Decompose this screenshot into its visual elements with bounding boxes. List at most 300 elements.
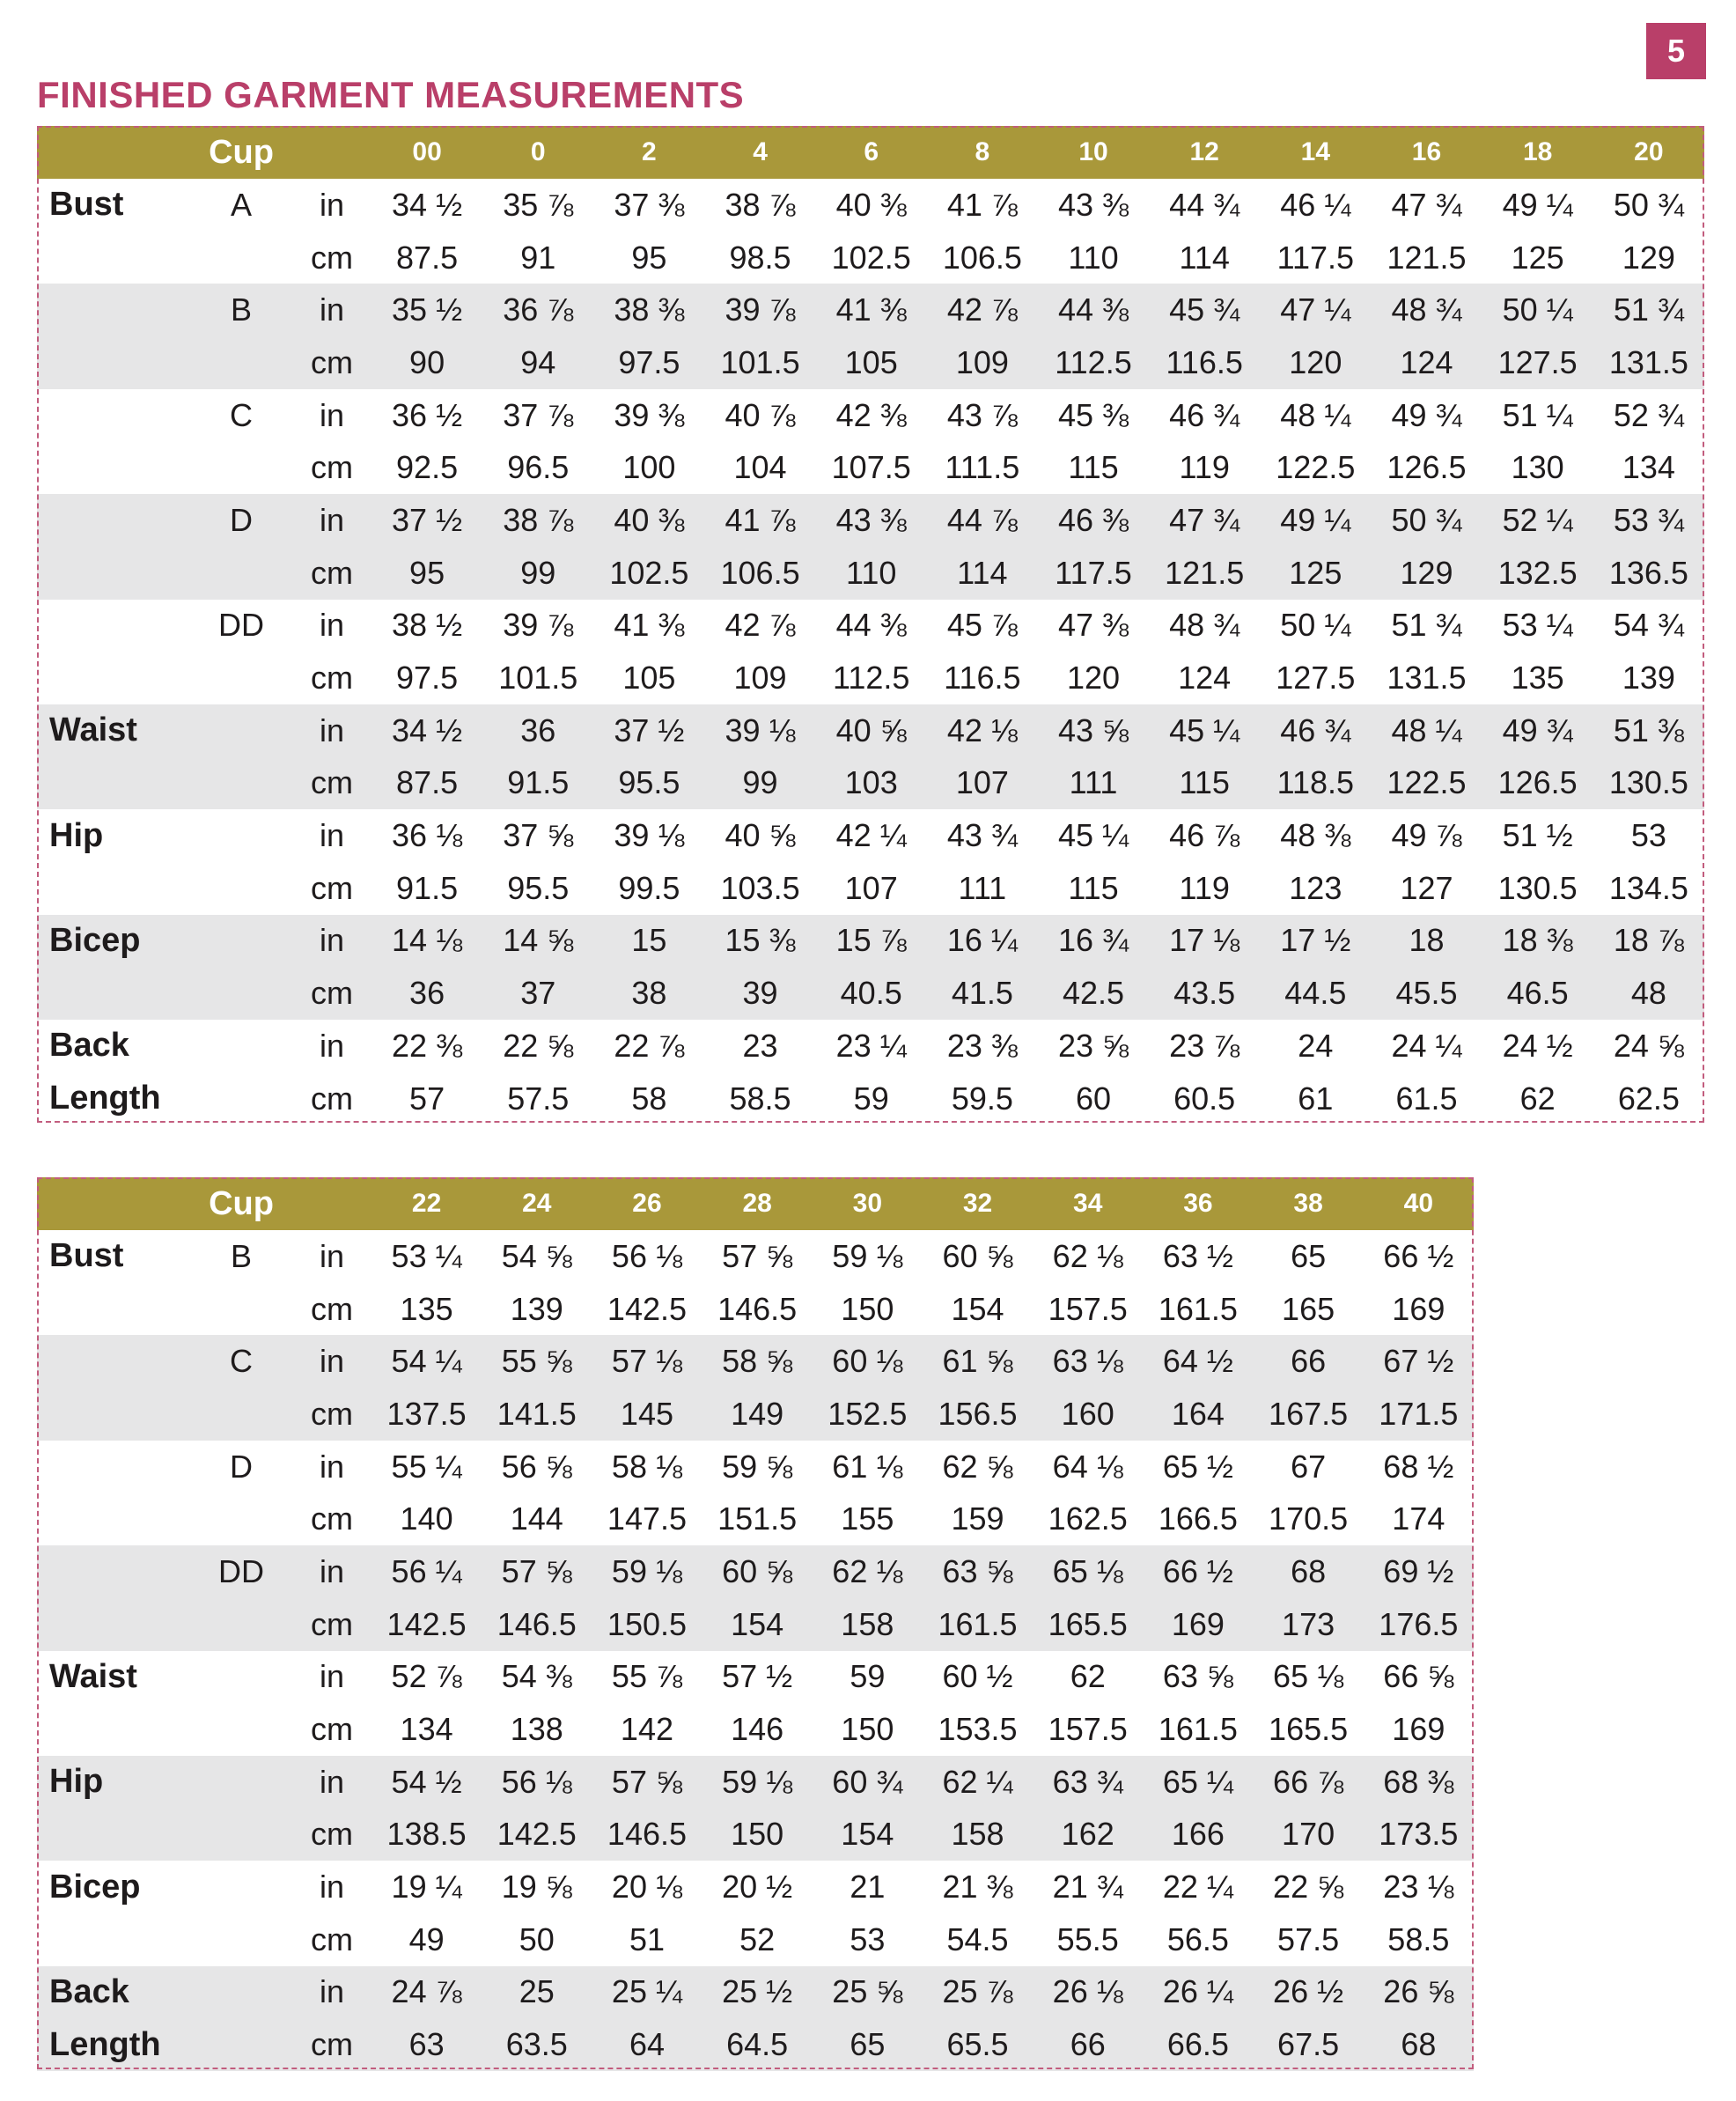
measurement-label [37,967,190,1020]
unit-label: cm [311,1920,353,1957]
size-header: 14 [1300,137,1331,166]
value-cell: 26 ⅛ [1052,1973,1123,2010]
value-cell: 154 [731,1605,784,1642]
value-cell: 45 ¼ [1057,817,1129,854]
value-cell: 37 ½ [614,711,685,748]
cup-label [190,862,292,915]
value-cell: 68 ½ [1383,1448,1454,1485]
value-cell: 42 ⅜ [835,396,907,433]
value-cell: 176.5 [1379,1605,1459,1642]
value-cell: 37 ⅞ [503,396,574,433]
value-cell: 62 [1519,1080,1556,1117]
value-cell: 158 [841,1605,894,1642]
value-cell: 50 ¼ [1280,607,1351,644]
value-cell: 142.5 [497,1816,577,1853]
value-cell: 103.5 [720,869,800,906]
value-cell: 49 ¾ [1502,711,1573,748]
page-title: FINISHED GARMENT MEASUREMENTS [37,74,745,115]
table-row [37,967,1704,1020]
value-cell: 54 ⅜ [501,1658,572,1695]
value-cell: 165.5 [1269,1711,1349,1748]
value-cell: 138.5 [386,1816,467,1853]
value-cell: 135 [400,1290,453,1327]
value-cell: 38 ⅜ [614,291,685,328]
table-row [37,1283,1474,1336]
unit-label: cm [311,239,353,276]
table-row [37,1598,1474,1651]
size-header: 16 [1411,137,1442,166]
value-cell: 110 [1068,239,1119,276]
value-cell: 56 ⅝ [501,1448,572,1485]
measurements-table-sizes-00-20 [37,126,1704,1123]
value-cell: 130.5 [1497,869,1578,906]
value-cell: 23 ¼ [835,1027,907,1064]
value-cell: 46 ⅞ [1169,817,1240,854]
value-cell: 146 [731,1711,784,1748]
value-cell: 57 ⅝ [611,1763,682,1800]
value-cell: 68 [1291,1552,1327,1589]
table-row [37,389,1704,442]
table-row [37,1861,1474,1913]
cup-label [190,1020,292,1073]
value-cell: 114 [1179,239,1230,276]
value-cell: 57 ½ [722,1658,793,1695]
value-cell: 142.5 [607,1290,688,1327]
value-cell: 46 ¾ [1280,711,1351,748]
size-header: 18 [1522,137,1553,166]
cup-header: Cup [209,133,274,171]
table-row [37,704,1704,757]
value-cell: 60 ½ [942,1658,1013,1695]
value-cell: 144 [510,1500,563,1537]
value-cell: 60 ⅛ [832,1343,903,1380]
measurement-label [37,862,190,915]
value-cell: 174 [1392,1500,1445,1537]
value-cell: 111 [958,869,1007,906]
value-cell: 51 ¾ [1391,607,1462,644]
value-cell: 141.5 [497,1395,577,1432]
value-cell: 49 ⅞ [1391,817,1462,854]
value-cell: 92.5 [396,449,459,486]
cup-label [190,1756,292,1809]
measurement-label [37,232,190,284]
value-cell: 22 ⅝ [503,1027,574,1064]
value-cell: 57 ⅛ [611,1343,682,1380]
value-cell: 36 ⅞ [503,291,574,328]
value-cell: 59.5 [951,1080,1013,1117]
value-cell: 41 ⅜ [835,291,907,328]
table2 [37,1177,1474,2071]
unit-label: in [319,501,345,538]
unit-label: in [319,1343,345,1380]
value-cell: 35 ⅞ [503,186,574,223]
measurement-label: Bust [49,1237,124,1275]
value-cell: 40 ⅝ [835,711,907,748]
value-cell: 64.5 [726,2026,789,2063]
size-header: 32 [962,1189,993,1218]
value-cell: 63 ½ [1162,1237,1233,1274]
unit-label: in [319,1973,345,2010]
value-cell: 95.5 [507,869,570,906]
unit-label: in [319,1763,345,1800]
value-cell: 106.5 [720,554,800,591]
value-cell: 110 [846,554,897,591]
value-cell: 52 [739,1920,776,1957]
value-cell: 165.5 [1048,1605,1128,1642]
cup-label [190,1073,292,1125]
size-header: 38 [1293,1189,1323,1218]
unit-label: cm [311,1290,353,1327]
value-cell: 61 ⅝ [942,1343,1013,1380]
value-cell: 36 ½ [392,396,463,433]
unit-label: cm [311,1816,353,1853]
value-cell: 106.5 [942,239,1022,276]
value-cell: 59 ⅛ [722,1763,793,1800]
value-cell: 102.5 [609,554,689,591]
value-cell: 43 ⅜ [1057,186,1129,223]
value-cell: 162.5 [1048,1500,1128,1537]
value-cell: 111.5 [945,449,1020,486]
value-cell: 159 [951,1500,1004,1537]
measurement-label: Bicep [49,921,141,959]
measurement-label [37,494,190,547]
size-header: 36 [1183,1189,1213,1218]
value-cell: 170.5 [1269,1500,1349,1537]
value-cell: 130.5 [1608,764,1688,801]
value-cell: 149 [731,1395,784,1432]
value-cell: 52 ⅞ [391,1658,462,1695]
value-cell: 166 [1171,1816,1225,1853]
value-cell: 23 ⅜ [946,1027,1018,1064]
value-cell: 48 [1630,975,1666,1012]
value-cell: 166.5 [1158,1500,1238,1537]
value-cell: 134 [400,1711,453,1748]
size-header: 0 [530,137,546,166]
value-cell: 158 [951,1816,1004,1853]
value-cell: 169 [1171,1605,1225,1642]
cup-label [190,336,292,389]
unit-label: cm [311,1711,353,1748]
measurement-label: Hip [49,1763,104,1801]
value-cell: 21 [850,1869,886,1906]
value-cell: 56 ⅛ [501,1763,572,1800]
value-cell: 116.5 [944,660,1021,697]
unit-label: in [319,291,345,328]
value-cell: 125 [1511,239,1564,276]
value-cell: 24 [1298,1027,1334,1064]
value-cell: 50 [519,1920,555,1957]
measurement-label [37,600,190,652]
value-cell: 65 ½ [1162,1448,1233,1485]
value-cell: 146.5 [607,1816,688,1853]
value-cell: 95 [409,554,445,591]
value-cell: 121.5 [1387,239,1467,276]
value-cell: 64 [629,2026,665,2063]
value-cell: 42 ⅛ [946,711,1018,748]
value-cell: 68 ⅜ [1383,1763,1454,1800]
value-cell: 131.5 [1387,660,1467,697]
value-cell: 165 [1282,1290,1335,1327]
value-cell: 109 [733,660,787,697]
value-cell: 43 ¾ [946,817,1018,854]
value-cell: 65 [850,2026,886,2063]
cup-label [190,1809,292,1861]
value-cell: 145 [620,1395,673,1432]
value-cell: 55.5 [1056,1920,1119,1957]
measurement-label: Length [49,1080,161,1117]
value-cell: 46 ¼ [1280,186,1351,223]
value-cell: 137.5 [386,1395,467,1432]
value-cell: 47 ¾ [1391,186,1462,223]
value-cell: 15 [631,922,667,959]
value-cell: 125 [1289,554,1342,591]
table-row [37,232,1704,284]
value-cell: 17 ½ [1280,922,1351,959]
cup-label [190,1283,292,1336]
value-cell: 162 [1061,1816,1114,1853]
size-header: 22 [411,1189,442,1218]
value-cell: 52 ¾ [1613,396,1684,433]
unit-label: cm [311,2026,353,2063]
table-row [37,1493,1474,1545]
value-cell: 114 [957,554,1008,591]
value-cell: 56 ¼ [391,1552,462,1589]
value-cell: 62 ⅛ [1052,1237,1123,1274]
unit-label: in [319,1237,345,1274]
value-cell: 167.5 [1269,1395,1349,1432]
value-cell: 124 [1178,660,1232,697]
value-cell: 37 ⅝ [503,817,574,854]
value-cell: 34 ½ [392,711,463,748]
value-cell: 139 [1622,660,1675,697]
header-blank [37,1177,190,1230]
unit-label: in [319,1552,345,1589]
measurement-label [37,1441,190,1493]
value-cell: 36 [520,711,556,748]
value-cell: 15 ⅞ [835,922,907,959]
value-cell: 121.5 [1165,554,1245,591]
value-cell: 25 ⅞ [942,1973,1013,2010]
unit-label: cm [311,554,353,591]
value-cell: 48 ¼ [1391,711,1462,748]
table-row [37,1441,1474,1493]
value-cell: 38 ⅞ [503,501,574,538]
value-cell: 57 ⅝ [722,1237,793,1274]
unit-label: cm [311,1500,353,1537]
size-header: 30 [852,1189,883,1218]
value-cell: 122.5 [1387,764,1467,801]
cup-label [190,652,292,704]
value-cell: 43.5 [1173,975,1236,1012]
value-cell: 15 ⅜ [725,922,796,959]
value-cell: 54 ½ [391,1763,462,1800]
cup-label [190,1388,292,1441]
value-cell: 131.5 [1608,343,1688,380]
value-cell: 111 [1069,764,1118,801]
table-row [37,1966,1474,2019]
value-cell: 63 [408,2026,445,2063]
cup-label: B [230,291,252,328]
cup-label: C [230,396,253,433]
value-cell: 140 [400,1500,453,1537]
value-cell: 97.5 [396,660,459,697]
table-row [37,1703,1474,1756]
value-cell: 23 ⅛ [1383,1869,1454,1906]
value-cell: 19 ⅝ [501,1869,572,1906]
size-header: 12 [1189,137,1219,166]
measurement-label [37,652,190,704]
value-cell: 48 ¼ [1280,396,1351,433]
measurement-label [37,1913,190,1966]
value-cell: 21 ¾ [1052,1869,1123,1906]
value-cell: 47 ⅜ [1057,607,1129,644]
value-cell: 127.5 [1276,660,1356,697]
value-cell: 21 ⅜ [942,1869,1013,1906]
measurements-table-sizes-22-40 [37,1177,1474,2069]
value-cell: 136.5 [1608,554,1688,591]
value-cell: 53 [850,1920,886,1957]
header-blank [292,1177,371,1230]
value-cell: 100 [622,449,676,486]
cup-label [190,1913,292,1966]
value-cell: 56.5 [1166,1920,1229,1957]
value-cell: 26 ¼ [1162,1973,1233,2010]
value-cell: 45 ⅜ [1057,396,1129,433]
value-cell: 135 [1511,660,1564,697]
value-cell: 41.5 [951,975,1013,1012]
value-cell: 53 ¾ [1613,501,1684,538]
table-row [37,1020,1704,1073]
value-cell: 66 [1291,1343,1327,1380]
size-header: 6 [864,137,879,166]
unit-label: cm [311,975,353,1012]
value-cell: 147.5 [607,1500,688,1537]
value-cell: 117.5 [1276,239,1355,276]
value-cell: 120 [1289,343,1342,380]
value-cell: 38 [631,975,667,1012]
value-cell: 52 ¼ [1502,501,1573,538]
value-cell: 49 ¼ [1502,186,1573,223]
measurement-label [37,1809,190,1861]
size-header: 4 [753,137,768,166]
value-cell: 16 ¼ [946,922,1018,959]
value-cell: 44 ⅜ [1057,291,1129,328]
value-cell: 43 ⅜ [835,501,907,538]
value-cell: 58 ⅛ [611,1448,682,1485]
cup-label: B [230,1237,252,1274]
value-cell: 49 [408,1920,445,1957]
value-cell: 134.5 [1608,869,1688,906]
table-row [37,757,1704,810]
value-cell: 157.5 [1048,1290,1128,1327]
cup-label: D [230,1448,253,1485]
value-cell: 37 [520,975,556,1012]
value-cell: 107 [844,869,898,906]
value-cell: 150.5 [607,1605,688,1642]
value-cell: 66 ½ [1162,1552,1233,1589]
value-cell: 37 ⅜ [614,186,685,223]
value-cell: 127 [1400,869,1453,906]
value-cell: 25 [519,1973,555,2010]
value-cell: 139 [510,1290,563,1327]
value-cell: 56 ⅛ [611,1237,682,1274]
value-cell: 95 [631,239,667,276]
value-cell: 37 ½ [392,501,463,538]
unit-label: in [319,607,345,644]
value-cell: 115 [1068,869,1119,906]
cup-label [190,1703,292,1756]
value-cell: 61 [1298,1080,1334,1117]
value-cell: 63.5 [505,2026,568,2063]
header-blank [37,126,190,179]
value-cell: 146.5 [717,1290,798,1327]
value-cell: 62.5 [1617,1080,1680,1117]
cup-label: DD [218,1552,264,1589]
value-cell: 173 [1282,1605,1335,1642]
value-cell: 91.5 [396,869,459,906]
value-cell: 20 ⅛ [611,1869,682,1906]
value-cell: 64 ⅛ [1052,1448,1123,1485]
measurement-label [37,1703,190,1756]
value-cell: 41 ⅞ [725,501,796,538]
value-cell: 99 [742,764,778,801]
value-cell: 57.5 [507,1080,570,1117]
value-cell: 44 ⅜ [835,607,907,644]
value-cell: 62 [1070,1658,1106,1695]
value-cell: 161.5 [1158,1290,1238,1327]
value-cell: 96.5 [507,449,570,486]
value-cell: 39 ⅞ [503,607,574,644]
value-cell: 57 [409,1080,445,1117]
value-cell: 87.5 [396,239,459,276]
value-cell: 40.5 [840,975,902,1012]
value-cell: 59 ⅛ [611,1552,682,1589]
value-cell: 152.5 [828,1395,908,1432]
value-cell: 99 [520,554,556,591]
value-cell: 45 ⅞ [946,607,1018,644]
size-header: 20 [1634,137,1664,166]
value-cell: 14 ⅛ [392,922,463,959]
value-cell: 63 ⅝ [1162,1658,1233,1695]
value-cell: 20 ½ [722,1869,793,1906]
value-cell: 153.5 [938,1711,1018,1748]
value-cell: 118.5 [1276,764,1355,801]
value-cell: 55 ⅝ [501,1343,572,1380]
measurement-label [37,1598,190,1651]
value-cell: 161.5 [938,1605,1018,1642]
value-cell: 59 [850,1658,886,1695]
value-cell: 40 ⅜ [614,501,685,538]
size-header: 34 [1073,1189,1103,1218]
measurement-label: Back [49,1027,129,1065]
value-cell: 115 [1068,449,1119,486]
measurement-label [37,389,190,442]
unit-label: in [319,922,345,959]
table-row [37,547,1704,600]
unit-label: in [319,1869,345,1906]
value-cell: 50 ¼ [1502,291,1573,328]
value-cell: 60 ¾ [832,1763,903,1800]
value-cell: 36 [409,975,445,1012]
cup-label [190,1966,292,2019]
page-number-badge: 5 [1646,23,1706,79]
value-cell: 119 [1179,449,1230,486]
size-header: 24 [522,1189,552,1218]
value-cell: 94 [520,343,556,380]
value-cell: 39 ⅜ [614,396,685,433]
value-cell: 99.5 [618,869,680,906]
cup-header: Cup [209,1184,274,1222]
